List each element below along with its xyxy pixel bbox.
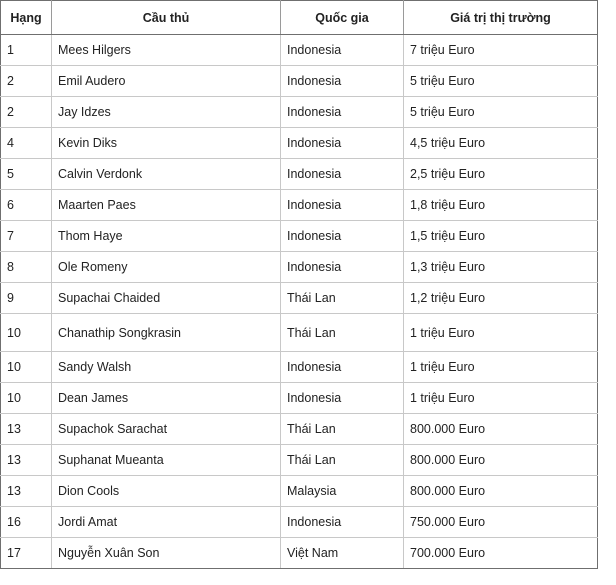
- rank-cell: 13: [1, 476, 52, 507]
- rank-cell: 17: [1, 538, 52, 569]
- country-cell: Indonesia: [281, 383, 404, 414]
- market-value-cell: 1,3 triệu Euro: [404, 252, 598, 283]
- player-cell: Emil Audero: [52, 66, 281, 97]
- table-row: [1, 221, 598, 252]
- country-cell: Indonesia: [281, 97, 404, 128]
- rank-cell: 5: [1, 159, 52, 190]
- country-cell: Thái Lan: [281, 283, 404, 314]
- player-cell: Maarten Paes: [52, 190, 281, 221]
- country-cell: Malaysia: [281, 476, 404, 507]
- market-value-cell: 800.000 Euro: [404, 445, 598, 476]
- rank-cell: 10: [1, 314, 52, 352]
- player-cell: Jordi Amat: [52, 507, 281, 538]
- player-cell: Suphanat Mueanta: [52, 445, 281, 476]
- table-row: [1, 159, 598, 190]
- country-cell: Indonesia: [281, 159, 404, 190]
- country-cell: Thái Lan: [281, 314, 404, 352]
- player-cell: Supachok Sarachat: [52, 414, 281, 445]
- market-value-cell: 750.000 Euro: [404, 507, 598, 538]
- market-value-cell: 5 triệu Euro: [404, 66, 598, 97]
- country-cell: Thái Lan: [281, 414, 404, 445]
- player-cell: Chanathip Songkrasin: [52, 314, 281, 352]
- player-cell: Thom Haye: [52, 221, 281, 252]
- player-cell: Ole Romeny: [52, 252, 281, 283]
- country-cell: Indonesia: [281, 352, 404, 383]
- player-cell: Jay Idzes: [52, 97, 281, 128]
- country-cell: Việt Nam: [281, 538, 404, 569]
- rank-cell: 6: [1, 190, 52, 221]
- country-cell: Indonesia: [281, 252, 404, 283]
- table-row: [1, 35, 598, 66]
- rank-cell: 2: [1, 66, 52, 97]
- player-cell: Nguyễn Xuân Son: [52, 538, 281, 569]
- player-cell: Kevin Diks: [52, 128, 281, 159]
- market-value-cell: 2,5 triệu Euro: [404, 159, 598, 190]
- table-row: [1, 507, 598, 538]
- market-value-cell: 5 triệu Euro: [404, 97, 598, 128]
- table-row: [1, 190, 598, 221]
- rank-cell: 10: [1, 352, 52, 383]
- table-row: [1, 252, 598, 283]
- table-header-row: [1, 1, 598, 35]
- rank-cell: 8: [1, 252, 52, 283]
- table-row: [1, 538, 598, 569]
- country-cell: Indonesia: [281, 507, 404, 538]
- market-value-cell: 1,2 triệu Euro: [404, 283, 598, 314]
- market-value-cell: 7 triệu Euro: [404, 35, 598, 66]
- table-row: [1, 445, 598, 476]
- player-cell: Dion Cools: [52, 476, 281, 507]
- rank-cell: 1: [1, 35, 52, 66]
- market-value-cell: 1,8 triệu Euro: [404, 190, 598, 221]
- table-row: [1, 66, 598, 97]
- country-cell: Thái Lan: [281, 445, 404, 476]
- market-value-cell: 1 triệu Euro: [404, 314, 598, 352]
- table-row: [1, 352, 598, 383]
- player-cell: Mees Hilgers: [52, 35, 281, 66]
- market-value-cell: 1,5 triệu Euro: [404, 221, 598, 252]
- player-cell: Sandy Walsh: [52, 352, 281, 383]
- rank-cell: 16: [1, 507, 52, 538]
- country-cell: Indonesia: [281, 221, 404, 252]
- rank-cell: 13: [1, 414, 52, 445]
- rank-cell: 10: [1, 383, 52, 414]
- market-value-cell: 1 triệu Euro: [404, 383, 598, 414]
- table-row: [1, 283, 598, 314]
- rank-cell: 2: [1, 97, 52, 128]
- rank-cell: 4: [1, 128, 52, 159]
- rank-cell: 13: [1, 445, 52, 476]
- market-value-cell: 800.000 Euro: [404, 414, 598, 445]
- country-cell: Indonesia: [281, 66, 404, 97]
- table-row: [1, 414, 598, 445]
- rank-cell: 7: [1, 221, 52, 252]
- country-cell: Indonesia: [281, 128, 404, 159]
- market-value-cell: 4,5 triệu Euro: [404, 128, 598, 159]
- header-player: Cầu thủ: [52, 1, 281, 35]
- player-cell: Calvin Verdonk: [52, 159, 281, 190]
- header-rank: Hạng: [1, 1, 52, 35]
- market-value-cell: 1 triệu Euro: [404, 352, 598, 383]
- table-row: [1, 314, 598, 352]
- rank-cell: 9: [1, 283, 52, 314]
- player-cell: Supachai Chaided: [52, 283, 281, 314]
- country-cell: Indonesia: [281, 190, 404, 221]
- player-cell: Dean James: [52, 383, 281, 414]
- table-row: [1, 476, 598, 507]
- header-market-value: Giá trị thị trường: [404, 1, 598, 35]
- market-value-cell: 700.000 Euro: [404, 538, 598, 569]
- market-value-cell: 800.000 Euro: [404, 476, 598, 507]
- table-row: [1, 97, 598, 128]
- table-row: [1, 128, 598, 159]
- header-country: Quốc gia: [281, 1, 404, 35]
- table-row: [1, 383, 598, 414]
- country-cell: Indonesia: [281, 35, 404, 66]
